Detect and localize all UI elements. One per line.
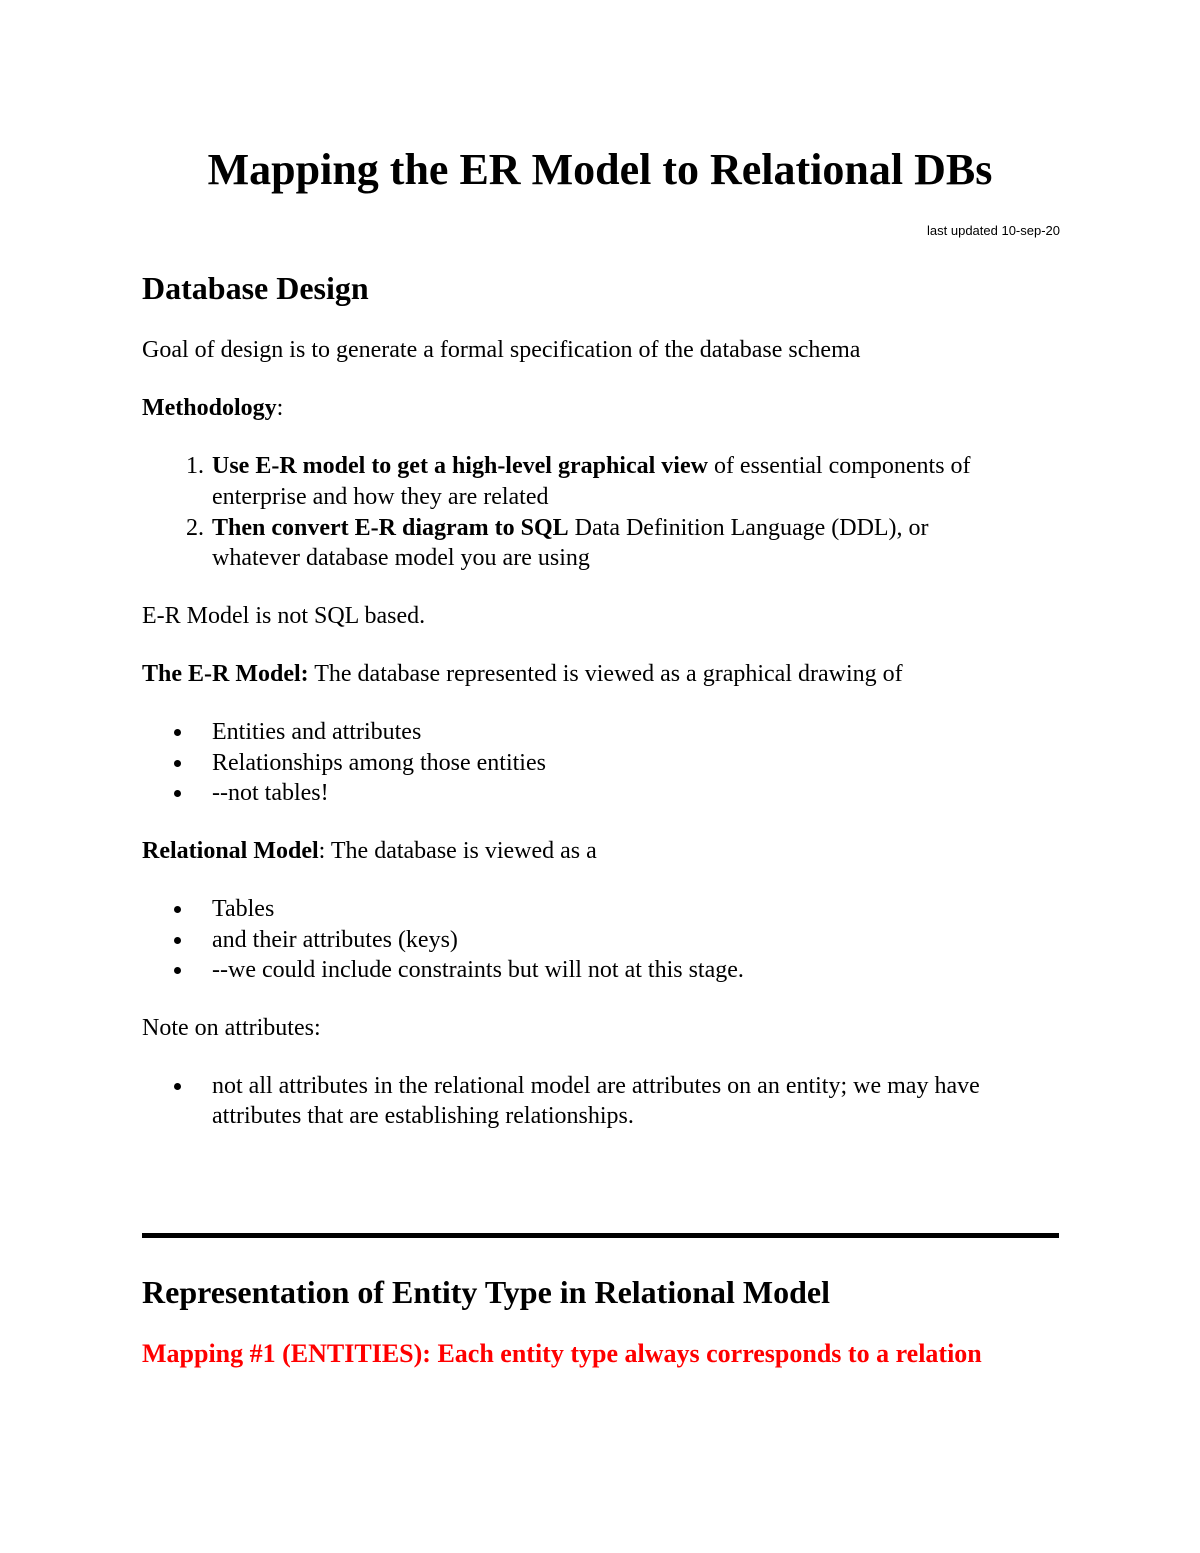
relational-model-label: Relational Model: [142, 838, 319, 864]
step-bold-text: Use E-R model to get a high-level graphical view: [212, 453, 708, 479]
list-item: [212, 717, 421, 747]
methodology-paragraph: [142, 393, 283, 423]
list-item-text: Relationships among those entities: [212, 750, 546, 776]
numbered-list-item-2: [186, 513, 929, 543]
step-text: of essential components of: [707, 453, 971, 479]
document-title: Mapping the ER Model to Relational DBs: [207, 145, 993, 194]
numbered-list-item-2-continuation: whatever database model you are using: [212, 545, 590, 571]
list-item-continuation: attributes that are establishing relationships.: [212, 1103, 634, 1129]
er-model-paragraph: [142, 659, 903, 689]
relational-model-paragraph: [142, 836, 597, 866]
goal-paragraph: Goal of design is to generate a formal specification of the database schema: [142, 337, 861, 363]
bullet-icon: [174, 790, 181, 797]
list-item: [212, 925, 458, 955]
list-item-text: not all attributes in the relational model are attributes on an entity; we may have: [212, 1073, 980, 1099]
list-item: [212, 748, 546, 778]
mapping-1-heading: Mapping #1 (ENTITIES): Each entity type always corresponds to a relation: [142, 1339, 982, 1368]
methodology-label: Methodology: [142, 395, 277, 421]
list-item-text: Entities and attributes: [212, 719, 422, 745]
er-model-text: The database represented is viewed as a graphical drawing of: [308, 661, 903, 687]
numbered-list-item-1: [186, 451, 971, 481]
list-item: [212, 778, 329, 808]
step-bold-text: Then convert E-R diagram to SQL: [212, 515, 569, 541]
numbered-list-item-1-continuation: enterprise and how they are related: [212, 484, 549, 510]
list-item-text: --not tables!: [212, 780, 329, 806]
horizontal-rule: [142, 1233, 1059, 1238]
bullet-icon: [174, 760, 181, 767]
bullet-icon: [174, 906, 181, 913]
note-on-attributes-paragraph: Note on attributes:: [142, 1015, 321, 1041]
er-not-sql-paragraph: E-R Model is not SQL based.: [142, 603, 426, 629]
list-number: 2.: [186, 515, 204, 541]
section-heading-entity-representation: Representation of Entity Type in Relational Model: [142, 1274, 830, 1310]
bullet-icon: [174, 729, 181, 736]
methodology-colon: :: [276, 395, 284, 421]
bullet-icon: [174, 1083, 181, 1090]
last-updated: last updated 10-sep-20: [927, 223, 1060, 238]
section-heading-database-design: Database Design: [142, 270, 369, 306]
relational-model-text: : The database is viewed as a: [318, 838, 597, 864]
list-number: 1.: [186, 453, 204, 479]
list-item: [212, 894, 274, 924]
list-item-text: and their attributes (keys): [212, 927, 458, 953]
bullet-icon: [174, 937, 181, 944]
er-model-label: The E-R Model:: [142, 661, 309, 687]
bullet-icon: [174, 967, 181, 974]
list-item-text: Tables: [212, 896, 275, 922]
list-item: [212, 1071, 980, 1101]
list-item: [212, 955, 744, 985]
step-text: Data Definition Language (DDL), or: [568, 515, 929, 541]
list-item-text: --we could include constraints but will not at this stage.: [212, 957, 744, 983]
